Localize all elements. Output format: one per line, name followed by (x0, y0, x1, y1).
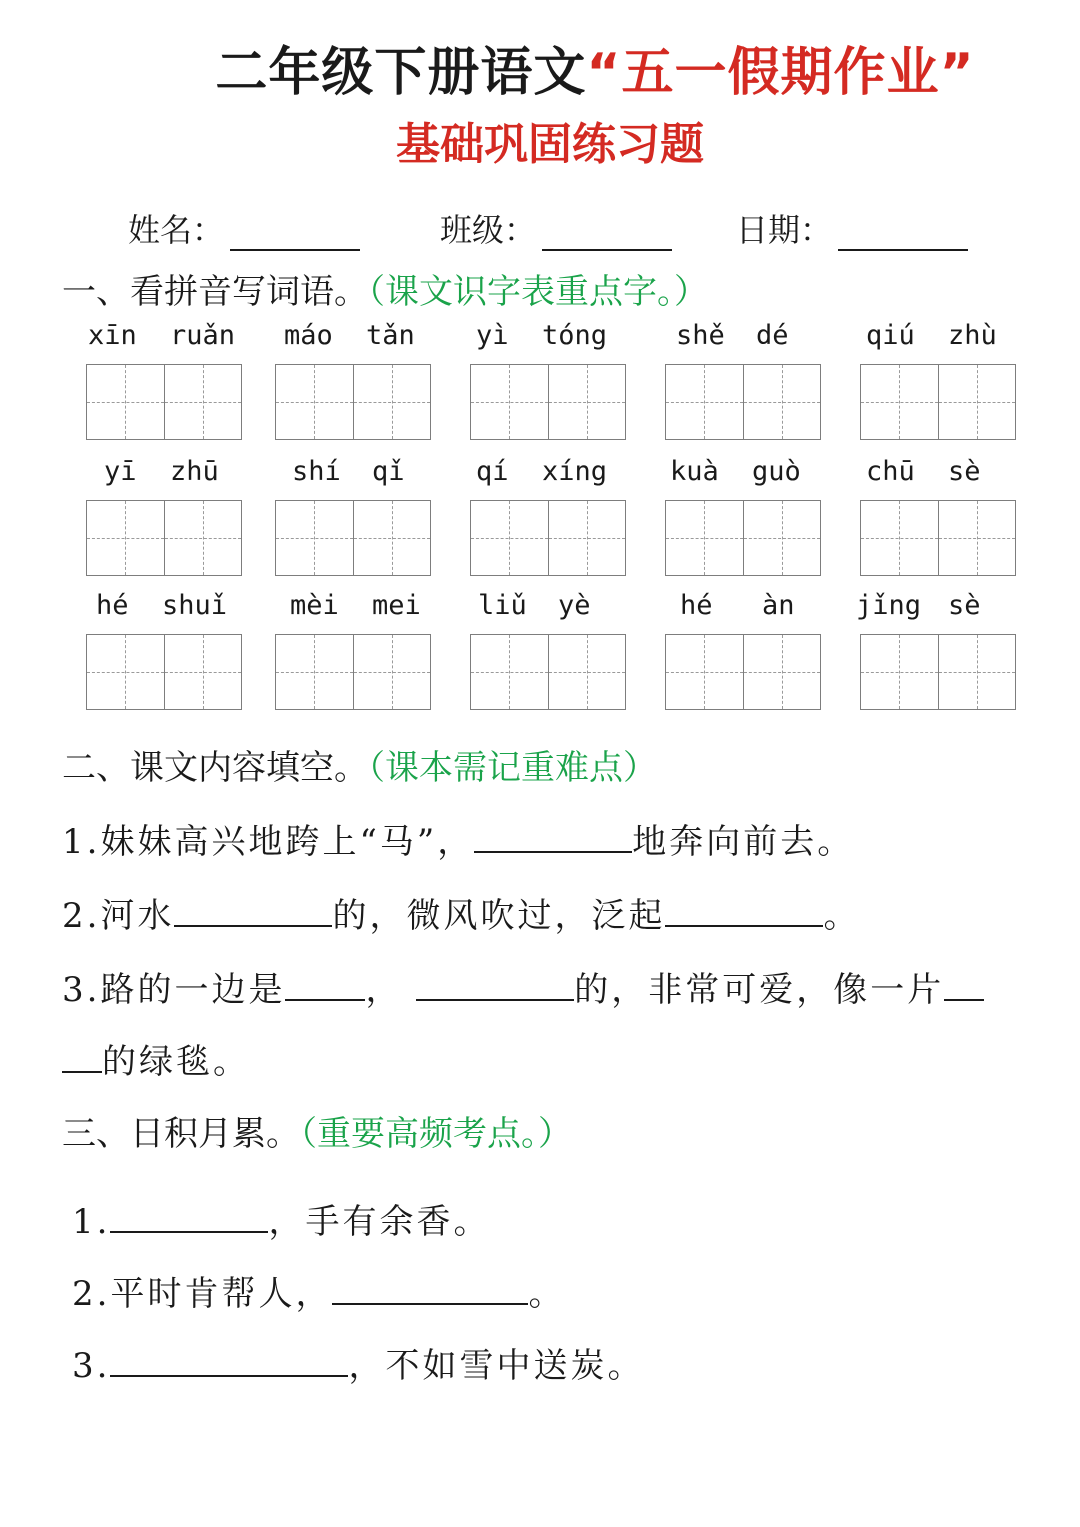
pinyin-12b: mei (372, 590, 421, 621)
date-label: 日期： (736, 211, 833, 249)
s2-q2-blank-2[interactable] (665, 895, 823, 927)
pinyin-3: yì (476, 320, 509, 351)
writing-grid[interactable] (860, 500, 1016, 576)
pinyin-15: jǐng (856, 590, 922, 621)
pinyin-9: kuà (670, 456, 719, 487)
name-blank[interactable] (230, 219, 360, 251)
writing-grid[interactable] (470, 500, 626, 576)
pinyin-8: qí (476, 456, 509, 487)
writing-grid[interactable] (860, 364, 1016, 440)
pinyin-13: liǔ (478, 590, 527, 621)
pinyin-11b: shuǐ (162, 590, 228, 621)
s2-q3-blank-2[interactable] (416, 969, 574, 1001)
pinyin-6b: zhū (170, 456, 219, 487)
s2-question-3: 3.路的一边是 ， 的，非常可爱，像一片 (62, 962, 984, 1011)
pinyin-15b: sè (948, 590, 981, 621)
date-field (736, 205, 968, 251)
pinyin-4b: dé (756, 320, 789, 351)
s2-question-3-cont: 的绿毯。 (62, 1034, 250, 1083)
date-blank[interactable] (838, 219, 968, 251)
s3-question-1: 1. ，手有余香。 (72, 1202, 491, 1242)
pinyin-8b: xíng (542, 456, 608, 487)
writing-grid[interactable] (470, 634, 626, 710)
pinyin-7: shí (292, 456, 341, 487)
pinyin-3b: tóng (542, 320, 608, 351)
pinyin-14: hé (680, 590, 713, 621)
s2-question-2: 2.河水 的，微风吹过，泛起 。 (62, 896, 861, 936)
s2-q3-blank-3b[interactable] (62, 1041, 102, 1073)
writing-grid[interactable] (275, 634, 431, 710)
pinyin-10: chū (866, 456, 915, 487)
pinyin-10b: sè (948, 456, 981, 487)
writing-grid[interactable] (470, 364, 626, 440)
s3-question-3: 3. ，不如雪中送炭。 (72, 1346, 645, 1386)
pinyin-5b: zhù (948, 320, 997, 351)
writing-grid[interactable] (665, 500, 821, 576)
s3-q1-blank[interactable] (110, 1201, 268, 1233)
section3-note: （重要高频考点。） (300, 1114, 572, 1154)
section3-heading: 三、日积月累。（重要高频考点。） (62, 1114, 572, 1154)
s3-q3-blank[interactable] (110, 1345, 348, 1377)
pinyin-5: qiú (866, 320, 915, 351)
pinyin-11: hé (96, 590, 129, 621)
s2-q3-blank-3[interactable] (944, 969, 984, 1001)
writing-grid[interactable] (275, 500, 431, 576)
writing-grid[interactable] (86, 634, 242, 710)
title-red: “五一假期作业” (586, 43, 975, 103)
s2-q3-blank-1[interactable] (285, 969, 365, 1001)
class-blank[interactable] (542, 219, 672, 251)
pinyin-9b: guò (752, 456, 801, 487)
s2-question-1: 1.妹妹高兴地跨上“马”， 地奔向前去。 (62, 822, 855, 862)
s2-q2-blank-1[interactable] (174, 895, 332, 927)
pinyin-7b: qǐ (372, 456, 405, 487)
section1-heading: 一、看拼音写词语。（课文识字表重点字。） (62, 272, 708, 312)
pinyin-2b: tǎn (366, 320, 415, 351)
pinyin-12: mèi (290, 590, 339, 621)
name-label: 姓名： (128, 211, 225, 249)
title-black: 二年级下册语文 (215, 43, 587, 103)
writing-grid[interactable] (275, 364, 431, 440)
pinyin-2: máo (284, 320, 333, 351)
s3-q2-blank[interactable] (332, 1273, 528, 1305)
writing-grid[interactable] (86, 500, 242, 576)
pinyin-4: shě (676, 320, 725, 351)
pinyin-1: xīn (88, 320, 137, 351)
writing-grid[interactable] (86, 364, 242, 440)
class-label: 班级： (440, 211, 537, 249)
page-subtitle: 基础巩固练习题 (396, 119, 704, 170)
section2-heading: 二、课文内容填空。（课本需记重难点） (62, 748, 657, 788)
section2-note: （课本需记重难点） (368, 748, 657, 788)
pinyin-6: yī (104, 456, 137, 487)
name-field (128, 205, 360, 251)
page-title (0, 30, 1080, 105)
pinyin-13b: yè (558, 590, 591, 621)
pinyin-1b: ruǎn (170, 320, 236, 351)
writing-grid[interactable] (860, 634, 1016, 710)
s2-q1-blank[interactable] (474, 821, 632, 853)
pinyin-14b: àn (762, 590, 795, 621)
writing-grid[interactable] (665, 634, 821, 710)
class-field (440, 205, 672, 251)
writing-grid[interactable] (665, 364, 821, 440)
section1-note: （课文识字表重点字。） (368, 272, 708, 312)
s3-question-2: 2.平时肯帮人， 。 (72, 1274, 566, 1314)
